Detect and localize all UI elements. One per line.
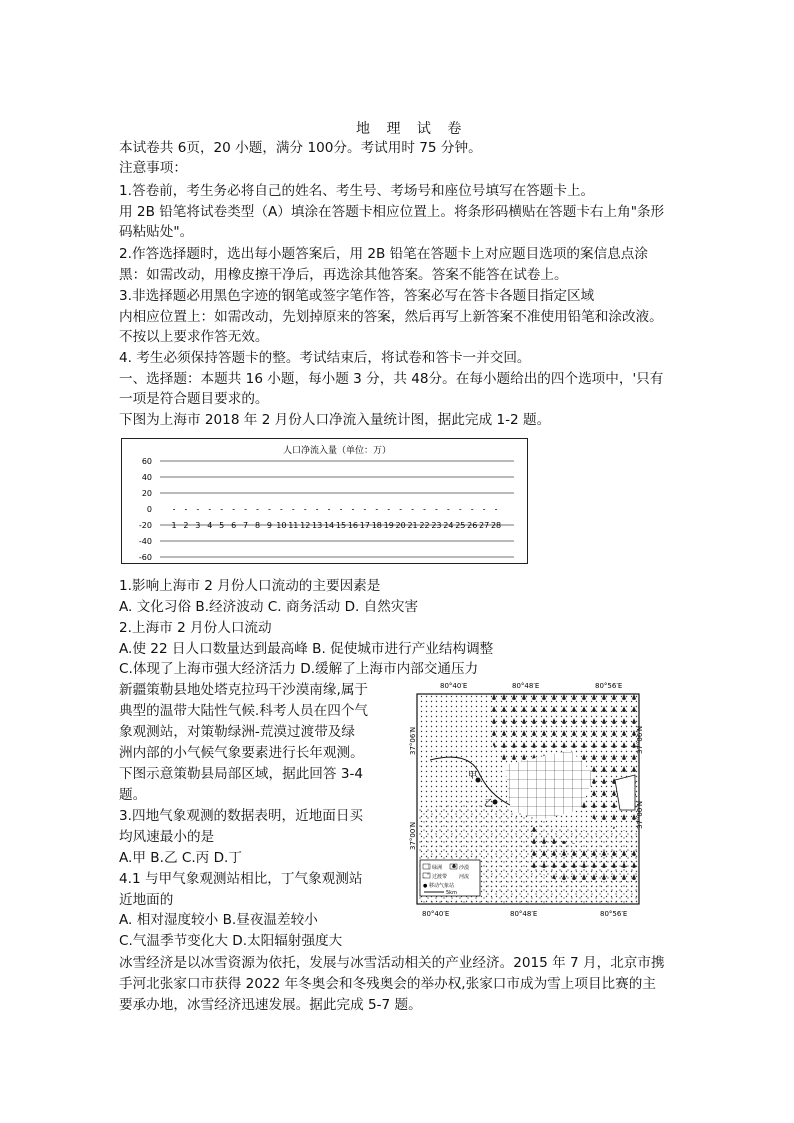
chart-bar: [376, 509, 378, 510]
chart-x-tick-label: 22: [419, 521, 430, 530]
question-line: A.使 22 日人口数量达到最高峰 B. 促使城市进行产业结构调整: [119, 641, 494, 657]
chart-bar: [304, 509, 306, 510]
question-line: A. 文化习俗 B.经济波动 C. 商务活动 D. 自然灾害: [119, 599, 419, 615]
chart-bar: [280, 509, 282, 510]
question-line: 2.上海市 2 月份人口流动: [119, 620, 272, 636]
chart-x-tick-label: 3: [195, 521, 201, 530]
closing-line: 要承办地，冰雪经济迅速发展。据此完成 5-7 题。: [119, 997, 422, 1013]
page-title: 地 理 试 卷: [356, 121, 468, 137]
population-chart: [121, 438, 528, 564]
chart-x-tick-label: 14: [323, 521, 335, 530]
chart-y-tick-label: 60: [141, 457, 152, 466]
chart-x-tick-label: 5: [219, 521, 225, 530]
chart-bar: [328, 509, 330, 510]
chart-x-tick-label: 10: [276, 521, 287, 530]
intro-line: 3.非选择题必用黑色字迹的钢笔或签字笔作答，答案必写在答卡各题目指定区域: [119, 288, 595, 304]
chart-x-tick-label: 27: [479, 521, 490, 530]
chart-x-tick-label: 2: [183, 521, 189, 530]
chart-x-tick-label: 21: [407, 521, 418, 530]
question-line: C.气温季节变化大 D.太阳辐射强度大: [119, 933, 343, 949]
question-line: 3.四地气象观测的数据表明，近地面日买: [119, 808, 364, 824]
intro-line: 下图为上海市 2018 年 2 月份人口净流入量统计图，据此完成 1-2 题。: [119, 412, 551, 428]
chart-bar: [400, 509, 402, 510]
map-top-label: 80°48′E: [512, 682, 540, 690]
chart-x-tick-label: 13: [312, 521, 323, 530]
chart-bar: [268, 509, 270, 510]
intro-line: 码粘贴处"。: [119, 224, 194, 240]
question-line: C.体现了上海市强大经济活力 D.缓解了上海市内部交通压力: [119, 661, 479, 677]
station-yi-label: 乙: [484, 799, 494, 809]
chart-bar: [495, 509, 497, 510]
map-top-label: 80°40′E: [440, 682, 468, 690]
chart-x-tick-label: 18: [371, 521, 382, 530]
intro-line: 不按以上要求作答无效。: [119, 329, 269, 345]
chart-x-tick-label: 1: [171, 521, 177, 530]
scale-label: 5km: [446, 890, 457, 896]
chart-y-tick-label: 20: [141, 489, 152, 498]
chart-svg: [122, 439, 527, 563]
question-line: A.甲 B.乙 C.丙 D.丁: [119, 850, 242, 866]
map-bottom-label: 80°48′E: [510, 910, 538, 918]
chart-bar: [233, 509, 235, 510]
chart-x-tick-label: 4: [207, 521, 213, 530]
station-jia-label: 甲: [468, 771, 478, 781]
closing-line: 手河北张家口市获得 2022 年冬奥会和冬残奥会的举办权,张家口市成为雪上项目比赛的主: [119, 976, 656, 992]
question-line: 题。: [119, 787, 147, 803]
chart-x-tick-label: 7: [243, 521, 249, 530]
intro-line: 1.答卷前，考生务必将自己的姓名、考生号、考场号和座位号填写在答题卡上。: [119, 183, 595, 199]
question-line: 1.影响上海市 2 月份人口流动的主要因素是: [119, 578, 381, 594]
question-line: 典型的温带大陆性气候.科考人员在四个气: [119, 703, 369, 719]
chart-bar: [435, 509, 437, 510]
chart-bar: [424, 509, 426, 510]
map-right-label: 37°06′N: [636, 725, 644, 754]
chart-bar: [352, 509, 354, 510]
chart-y-tick-label: 40: [141, 473, 152, 482]
question-line: 4.1 与甲气象观测站相比，丁气象观测站: [119, 871, 363, 887]
chart-bar: [209, 509, 211, 510]
chart-bar: [197, 509, 199, 510]
intro-line: 一项是符合题目要求的。: [119, 391, 269, 407]
intro-line: 黑：如需改动，用橡皮擦干净后，再选涂其他答案。答案不能答在试卷上。: [119, 267, 568, 283]
chart-bar: [292, 509, 294, 510]
intro-line: 内相应位置上：如需改动，先划掉原来的答案，然后再写上新答案不准使用铅笔和涂改液。: [119, 309, 663, 325]
chart-x-tick-label: 12: [300, 521, 311, 530]
chart-bar: [412, 509, 414, 510]
celle-map: [410, 680, 645, 920]
chart-y-tick-label: -40: [138, 537, 152, 546]
chart-bar: [340, 509, 342, 510]
chart-bar: [245, 509, 247, 510]
chart-bar: [388, 509, 390, 510]
question-line: 下图示意策勒县局部区域，据此回答 3-4: [119, 766, 364, 782]
chart-y-tick-label: -60: [138, 553, 152, 562]
legend-label: 过渡带: [432, 874, 448, 880]
legend-label: 河流: [459, 874, 470, 880]
chart-bar: [471, 509, 473, 510]
chart-x-tick-label: 23: [431, 521, 442, 530]
chart-x-tick-label: 26: [467, 521, 478, 530]
chart-x-tick-label: 16: [347, 521, 359, 530]
chart-x-tick-label: 25: [455, 521, 466, 530]
chart-x-tick-label: 20: [395, 521, 406, 530]
map-left-label: 37°06′N: [409, 726, 417, 755]
legend-label: 沙漠: [459, 865, 470, 871]
map-svg: [410, 680, 645, 920]
chart-x-tick-label: 28: [490, 521, 502, 530]
question-line: 均风速最小的是: [119, 829, 215, 845]
chart-x-tick-label: 15: [335, 521, 347, 530]
chart-bar: [447, 509, 449, 510]
chart-x-tick-label: 17: [359, 521, 370, 530]
legend-transition-icon: [423, 873, 430, 878]
chart-x-tick-label: 9: [266, 521, 272, 530]
chart-bars: [173, 509, 497, 510]
chart-x-axis: [171, 521, 501, 530]
chart-bar: [257, 509, 259, 510]
map-bottom-label: 80°56′E: [600, 910, 628, 918]
question-line: 象观测站，对策勒绿洲-荒漠过渡带及绿: [119, 724, 355, 740]
question-line: A. 相对湿度较小 B.昼夜温差较小: [119, 912, 318, 928]
map-right-label: 37°00′N: [636, 800, 644, 829]
question-line: 近地面的: [119, 892, 174, 908]
chart-title: 人口净流入量（单位：万）: [282, 446, 392, 456]
legend-oasis-icon: [423, 864, 430, 869]
chart-x-tick-label: 8: [254, 521, 261, 530]
map-bottom-label: 80°40′E: [422, 910, 450, 918]
intro-line: 用 2B 铅笔将试卷类型（A）填涂在答题卡相应位置上。将条形码横贴在答题卡右上角"条形: [119, 204, 665, 220]
chart-bar: [173, 509, 175, 510]
intro-line: 本试卷共 6页，20 小题，满分 100分。考试用时 75 分钟。: [119, 140, 482, 156]
intro-line: 4. 考生必须保持答题卡的整。考试结束后，将试卷和答卡一并交回。: [119, 350, 531, 366]
map-left-label: 37°00′N: [409, 821, 417, 850]
map-top-label: 80°56′E: [595, 682, 623, 690]
chart-x-tick-label: 19: [383, 521, 394, 530]
chart-bar: [364, 509, 366, 510]
chart-bar: [316, 509, 318, 510]
intro-line: 一、选择题：本题共 16 小题，每小题 3 分，共 48分。在每小题给出的四个选项中，'只有: [119, 371, 664, 387]
chart-bar: [483, 509, 485, 510]
chart-y-tick-label: -20: [138, 521, 152, 530]
chart-bar: [185, 509, 187, 510]
question-line: 洲内部的小气候气象要素进行长年观测。: [119, 745, 364, 761]
closing-line: 冰雪经济是以冰雪资源为依托，发展与冰雪活动相关的产业经济。2015 年 7 月，北京市携: [119, 955, 665, 971]
chart-y-tick-label: 0: [146, 505, 152, 514]
question-line: 新疆策勒县地处塔克拉玛干沙漠南缘,属于: [119, 682, 369, 698]
legend-label: ● 移动气象站: [423, 883, 454, 889]
chart-x-tick-label: 11: [288, 521, 299, 530]
station-yi-icon: [493, 800, 498, 805]
legend-desert-icon: [450, 864, 457, 869]
intro-line: 2.作答选择题时，选出每小题答案后，用 2B 铅笔在答题卡上对应题目选项的案信息点涂: [119, 246, 648, 262]
chart-bar: [221, 509, 223, 510]
legend-label: 绿洲: [432, 865, 443, 871]
chart-x-tick-label: 24: [443, 521, 454, 530]
intro-line: 注意事项：: [119, 160, 187, 176]
chart-bar: [459, 509, 461, 510]
chart-x-tick-label: 6: [231, 521, 237, 530]
chart-y-axis: [139, 457, 152, 562]
